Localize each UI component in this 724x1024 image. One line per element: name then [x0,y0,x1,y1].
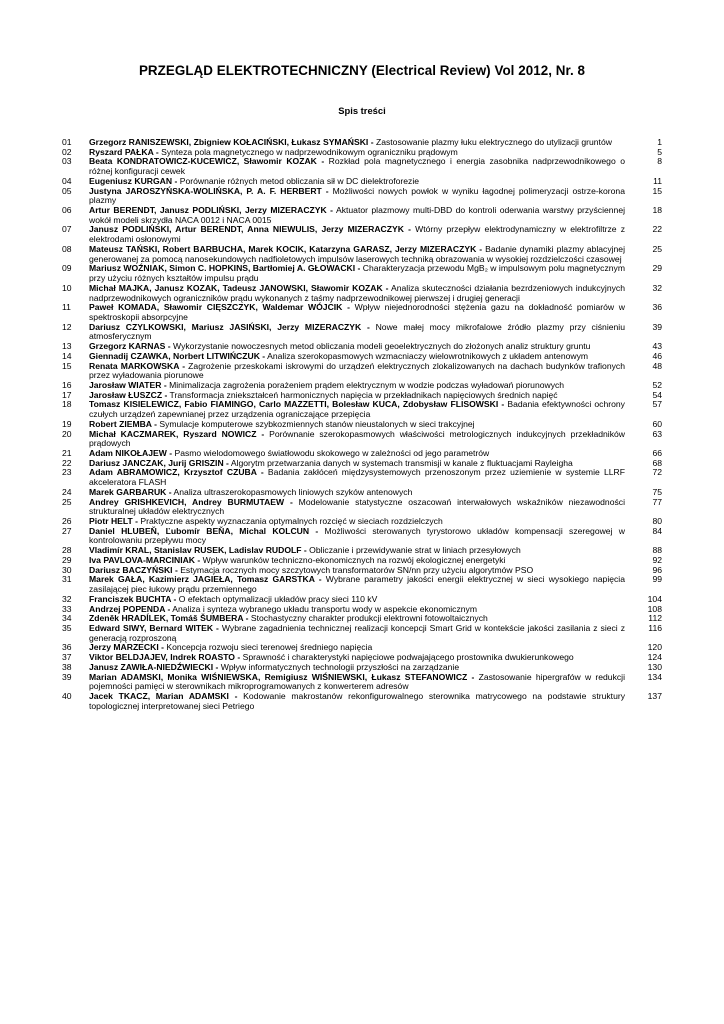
toc-entry[interactable] [62,187,662,206]
entry-text [89,245,625,264]
entry-number: 13 [62,341,72,352]
entry-title: Zastosowanie hipergrafów w redukcji pojemności pamięci w sterownikach mikroprogramowanych z konwerterem adresów [89,671,625,692]
toc-entry[interactable] [62,323,662,342]
entry-text [89,673,625,692]
entry-title: Badania efektywności ochrony czułych urządzeń zapewnianej przez urządzenia ograniczające przepięcia [89,399,625,420]
entry-title: Możliwości nowych powłok w wyniku łagodnej polimeryzacji ostrze-korona plazmy [89,185,625,206]
entry-text [89,323,625,342]
entry-number: 06 [62,205,72,216]
toc-entry[interactable] [62,468,662,487]
entry-number: 29 [62,554,72,565]
entry-number: 35 [62,622,72,633]
entry-page-number: 104 [647,593,662,604]
entry-text [89,264,625,283]
entry-number: 19 [62,418,72,429]
entry-authors: Giennadij CZAWKA, Norbert LITWIŃCZUK - [89,350,266,361]
entry-page-number: 25 [652,243,662,254]
entry-number: 10 [62,282,72,293]
entry-page-number: 60 [652,418,662,429]
toc-entry[interactable] [62,206,662,225]
entry-title: Wybrane zagadnienia technicznej realizacji koncepcji Smart Grid w kontekście jakości zasilania z sieci z generacją rozproszoną [89,622,625,643]
entry-text [89,430,625,449]
entry-title: Analiza szerokopasmowych wzmacniaczy wielowrotnikowych z układem antenowym [265,350,589,361]
entry-title: Sprawność i charakterystyki napięciowe podwajającego prostownika dwukierunkowego [240,652,574,663]
entry-title: Aktuator plazmowy multi-DBD do kontroli oderwania warstwy przyściennej wokół modeli skrzydła NACA 0012 i NACA 0015 [89,205,626,225]
entry-authors: Michał MAJKA, Janusz KOZAK, Tadeusz JANOWSKI, Sławomir KOZAK - [89,282,389,293]
entry-text [89,303,625,322]
toc-entry[interactable] [62,245,662,264]
entry-title: Kodowanie makrostanów rekonfigurowalnego sterownika matrycowego na podstawie struktury topologicznej interpretowanej sieci Petriego [89,690,626,711]
toc-entry[interactable] [62,157,662,176]
toc-entry[interactable] [62,527,662,546]
entry-authors: Grzegorz KARNAS - [89,341,171,352]
entry-text [89,400,625,419]
entry-authors: Beata KONDRATOWICZ-KUCEWICZ, Sławomir KOZAK - [89,156,325,167]
entry-title: Badania zakłóceń międzysystemowych przenoszonym przez uziemienie w systemie LLRF akceleratora FLASH [89,467,625,488]
entry-title: Pasmo wielodomowego światłowodu skokowego w zależności od jego parametrów [172,448,490,458]
entry-number: 05 [62,185,72,196]
entry-page-number: 124 [647,652,662,663]
toc-entry[interactable] [62,430,662,449]
entry-page-number: 15 [652,185,662,196]
entry-number: 40 [62,690,72,701]
entry-title: Analiza i synteza wybranego układu transportu wody w aspekcie ekonomicznym [170,603,478,614]
entry-title: Analiza skuteczności działania bezrdzeniowych indukcyjnych nadprzewodnikowych ograniczników prądu wykonanych z taśmy nadprzewodnikowej pierwszej i drugiej generacji [89,282,625,303]
entry-page-number: 54 [652,389,662,400]
entry-title: O efektach optymalizacji układów pracy sieci 110 kV [176,593,378,604]
entry-page-number: 108 [647,603,662,614]
entry-authors: Dariusz BACZYŃSKI - [89,564,178,575]
entry-authors: Dariusz JANCZAK, Jurij GRISZIN - [89,457,229,468]
entry-page-number: 72 [652,467,662,478]
entry-text [89,362,625,381]
entry-page-number: 63 [652,428,662,439]
entry-title: Estymacja rocznych mocy szczytowych transformatorów SN/nn przy użyciu algorytmów PSO [177,564,534,575]
entry-authors: Franciszek BUCHTA - [89,593,177,604]
entry-page-number: 96 [652,564,662,575]
entry-authors: Adam ABRAMOWICZ, Krzysztof CZUBA - [89,467,264,478]
entry-page-number: 134 [647,671,662,682]
entry-page-number: 88 [652,545,662,556]
entry-title: Porównanie szerokopasmowych właściwości metrologicznych indukcyjnych przekładników prądowych [89,428,625,449]
entry-page-number: 99 [652,574,662,585]
entry-authors: Artur BERENDT, Janusz PODLIŃSKI, Jerzy MIZERACZYK - [89,205,334,216]
entry-authors: Jacek TKACZ, Marian ADAMSKI - [89,690,238,701]
entry-title: Modelowanie statystyczne oszacowań interwałowych wskaźników niezawodności strukturalnej układów elektrycznych [89,496,625,517]
entry-page-number: 80 [652,516,662,527]
entry-title: Wtórny przepływ elektrodynamiczny w elektrofiltrze z elektrodami osłonowymi [89,224,625,245]
toc-entry[interactable] [62,624,662,643]
entry-number: 17 [62,389,72,400]
entry-authors: Ryszard PAŁKA - [89,146,159,157]
entry-text [89,498,625,517]
entry-number: 36 [62,642,72,653]
entry-title: Wykorzystanie nowoczesnych metod obliczania modeli geoelektrycznych do złożonych analiz struktury gruntu [170,341,591,352]
toc-entry[interactable] [62,575,662,594]
entry-page-number: 120 [647,642,662,653]
entry-number: 33 [62,603,72,614]
entry-number: 26 [62,516,72,527]
entry-title: Synteza pola magnetycznego w nadprzewodnikowym ograniczniku prądowym [158,146,458,157]
entry-authors: Janusz ZAWIŁA-NIEDŹWIECKI - [89,661,219,672]
entry-title: Zagrożenie przeskokami iskrowymi do urządzeń elektrycznych zlokalizowanych na dachach budynków trafionych przez wyładowania piorunowe [89,360,625,381]
entry-authors: Paweł KOMADA, Sławomir CIĘSZCZYK, Waldemar WÓJCIK - [89,302,350,313]
entry-authors: Renata MARKOWSKA - [89,360,186,371]
entry-page-number: 112 [648,613,662,624]
entry-page-number: 130 [647,661,662,672]
entry-number: 28 [62,545,72,556]
entry-number: 38 [62,661,72,672]
entry-authors: Janusz PODLIŃSKI, Artur BERENDT, Anna NIEWULIS, Jerzy MIZERACZYK - [89,224,411,235]
entry-number: 03 [62,156,72,167]
entry-authors: Robert ZIEMBA - [89,418,157,429]
entry-authors: Jarosław WIATER - [89,379,167,390]
entry-number: 22 [62,457,72,468]
entry-text [89,575,625,594]
toc-heading: Spis treści [338,105,386,116]
entry-title: Badanie dynamiki plazmy ablacyjnej generowanej za pomocą nanosekundowych nadfioletowych impulsów laserowych techniką obrazowania w wysokiej rozdzielczości czasowej [89,243,625,264]
entry-title: Charakteryzacja przewodu MgB₂ w impulsowym polu magnetycznym przy użyciu różnych kształtów impulsu prądu [89,263,626,284]
entry-page-number: 18 [652,205,662,216]
entry-number: 31 [62,574,72,585]
entry-page-number: 77 [652,496,662,507]
entry-page-number: 84 [652,525,662,536]
entry-text [89,225,625,244]
entry-authors: Jerzy MARZECKI - [89,642,164,653]
entry-page-number: 75 [652,486,662,497]
entry-title: Analiza ultraszerokopasmowych liniowych szyków antenowych [171,486,413,497]
entry-title: Wpływ niejednorodności stężenia gazu na dokładność pomiarów w spektroskopii absorpcyjne [89,302,625,322]
toc-entry[interactable] [62,264,662,283]
entry-authors: Viktor BELDJAJEV, Indrek ROASTO - [89,652,241,663]
entry-title: Wpływ warunków techniczno-ekonomicznych na rozwój ekologicznej energetyki [200,554,506,565]
entry-authors: Dariusz CZYLKOWSKI, Mariusz JASIŃSKI, Jerzy MIZERACZYK - [89,321,370,332]
entry-title: Wpływ informatycznych technologii przyszłości na zarządzanie [218,661,460,672]
entry-title: Stochastyczny charakter produkcji elektrowni fotowoltaicznych [248,613,488,624]
toc-entry[interactable] [62,673,662,692]
entry-number: 08 [62,243,72,254]
entry-authors: Vladimír KRAL, Stanislav RUSEK, Ladislav RUDOLF - [89,545,307,556]
entry-page-number: 29 [652,263,662,274]
entry-page-number: 137 [647,690,662,701]
entry-number: 07 [62,224,72,235]
entry-number: 39 [62,671,72,682]
toc-entry[interactable] [62,284,662,303]
entry-number: 15 [62,360,72,371]
entry-authors: Marian ADAMSKI, Monika WIŚNIEWSKA, Remigiusz WIŚNIEWSKI, Łukasz STEFANOWICZ - [89,671,475,682]
toc-entry[interactable] [62,498,662,517]
entry-authors: Zdeněk HRADÍLEK, Tomáš ŠUMBERA - [89,613,249,624]
toc-entry[interactable] [62,362,662,381]
entry-authors: Daniel HLUBEŇ, Ľubomír BEŇA, Michal KOLCUN - [89,525,319,536]
entry-number: 23 [62,467,72,478]
entry-authors: Justyna JAROSZYŃSKA-WOLIŃSKA, P. A. F. HERBERT - [89,185,329,196]
entry-title: Zastosowanie plazmy łuku elektrycznego do utylizacji gruntów [373,137,612,147]
entry-number: 02 [62,146,72,157]
entry-text [89,206,625,225]
entry-authors: Adam NIKOŁAJEW - [89,448,173,458]
entry-number: 34 [62,613,72,624]
entry-authors: Jarosław ŁUSZCZ - [89,389,168,400]
entry-number: 21 [62,448,72,458]
entry-number: 37 [62,652,72,663]
entry-text [89,468,625,487]
toc-entry[interactable] [62,225,662,244]
entry-title: Możliwości sterowanych tyrystorowo układów kompensacji szeregowej w kontrolowaniu przepływu mocy [89,525,625,546]
entry-authors: Iva PAVLOVA-MARCINIAK - [89,554,201,565]
entry-text [89,284,625,303]
entry-page-number: 5 [657,146,662,157]
entry-number: 32 [62,593,72,604]
entry-page-number: 22 [652,224,662,235]
entry-title: Obliczanie i przewidywanie strat w liniach przesyłowych [306,545,521,556]
entry-page-number: 8 [657,156,662,167]
entry-text [89,157,625,176]
entry-title: Nowe małej mocy mikrofalowe źródło plazmy przy ciśnieniu atmosferycznym [89,321,625,342]
entry-title: Symulacje komputerowe szybkozmiennych stanów nieustalonych w sieci trakcyjnej [156,418,475,429]
entry-authors: Eugeniusz KURGAN - [89,175,178,186]
entry-number: 01 [62,137,72,147]
entry-number: 24 [62,486,72,497]
entry-page-number: 66 [652,448,662,458]
entry-title: Minimalizacja zagrożenia porażeniem prądem elektrycznym w wodzie podczas wyładowań piorunowych [166,379,565,390]
entry-title: Algorytm przetwarzania danych w systemach transmisji w kanale z fluktuacjami Rayleigha [228,457,573,468]
entry-number: 25 [62,496,72,507]
entry-page-number: 11 [653,175,662,186]
entry-page-number: 36 [652,302,662,313]
entry-text [89,624,625,643]
entry-page-number: 48 [652,360,662,371]
entry-page-number: 1 [657,137,662,147]
entry-page-number: 57 [652,399,662,410]
entry-page-number: 46 [652,350,662,361]
entry-authors: Michał KACZMAREK, Ryszard NOWICZ - [89,428,265,439]
entry-text [89,187,625,206]
entry-authors: Piotr HELT - [89,516,139,527]
entry-number: 14 [62,350,72,361]
entry-authors: Mateusz TAŃSKI, Robert BARBUCHA, Marek KOCIK, Katarzyna GARASZ, Jerzy MIZERACZYK - [89,243,483,254]
toc-entry[interactable] [62,400,662,419]
entry-title: Rozkład pola magnetycznego i energia zasobnika nadprzewodnikowego o różnej konfiguracji cewek [89,156,625,177]
entry-title: Transformacja zniekształceń harmonicznych napięcia w przekładnikach napięciowych średnich napięć [167,389,558,400]
entry-number: 30 [62,564,72,575]
entry-page-number: 43 [652,341,662,352]
entry-page-number: 52 [652,379,662,390]
entry-page-number: 32 [652,282,662,293]
entry-number: 16 [62,379,72,390]
entry-authors: Tomasz KISIELEWICZ, Fabio FIAMINGO, Carlo MAZZETTI, Bolesław KUCA, Zdobysław FLISOWSKI - [89,399,505,410]
toc-entry[interactable] [62,303,662,322]
entry-number: 04 [62,175,72,186]
page-title: PRZEGLĄD ELEKTROTECHNICZNY (Electrical Review) Vol 2012, Nr. 8 [138,63,586,78]
entry-authors: Grzegorz RANISZEWSKI, Zbigniew KOŁACIŃSKI, Łukasz SYMAŃSKI - [89,137,374,147]
entry-page-number: 68 [652,457,662,468]
entry-number: 12 [62,321,72,332]
entry-authors: Marek GAŁA, Kazimierz JAGIEŁA, Tomasz GARSTKA - [89,574,322,585]
entry-page-number: 39 [652,321,662,332]
entry-page-number: 92 [652,554,662,565]
entry-authors: Andrey GRISHKEVICH, Andrey BURMUTAEW - [89,496,293,507]
entry-authors: Andrzej POPENDA - [89,603,171,614]
entry-text [89,692,625,711]
entry-number: 09 [62,263,72,274]
entry-title: Wybrane parametry jakości energii elektrycznej w sieci wysokiego napięcia zasilającej piec łukowy prądu przemiennego [89,574,625,595]
table-of-contents [62,138,662,711]
entry-page-number: 116 [648,622,662,633]
entry-authors: Edward SIWY, Bernard WITEK - [89,622,219,633]
entry-title: Koncepcja rozwoju sieci terenowej średniego napięcia [163,642,373,653]
entry-number: 20 [62,428,72,439]
entry-title: Praktyczne aspekty wyznaczania optymalnych rozcięć w sieciach rozdzielczych [138,516,443,527]
entry-text [89,527,625,546]
entry-number: 27 [62,525,72,536]
entry-number: 11 [62,302,71,313]
entry-authors: Marek GARBARUK - [89,486,172,497]
entry-number: 18 [62,399,72,410]
toc-entry[interactable] [62,692,662,711]
entry-title: Porównanie różnych metod obliczania sił w DC dielektroforezie [177,175,420,186]
entry-authors: Mariusz WOŹNIAK, Simon C. HOPKINS, Bartłomiej A. GŁOWACKI - [89,263,361,274]
